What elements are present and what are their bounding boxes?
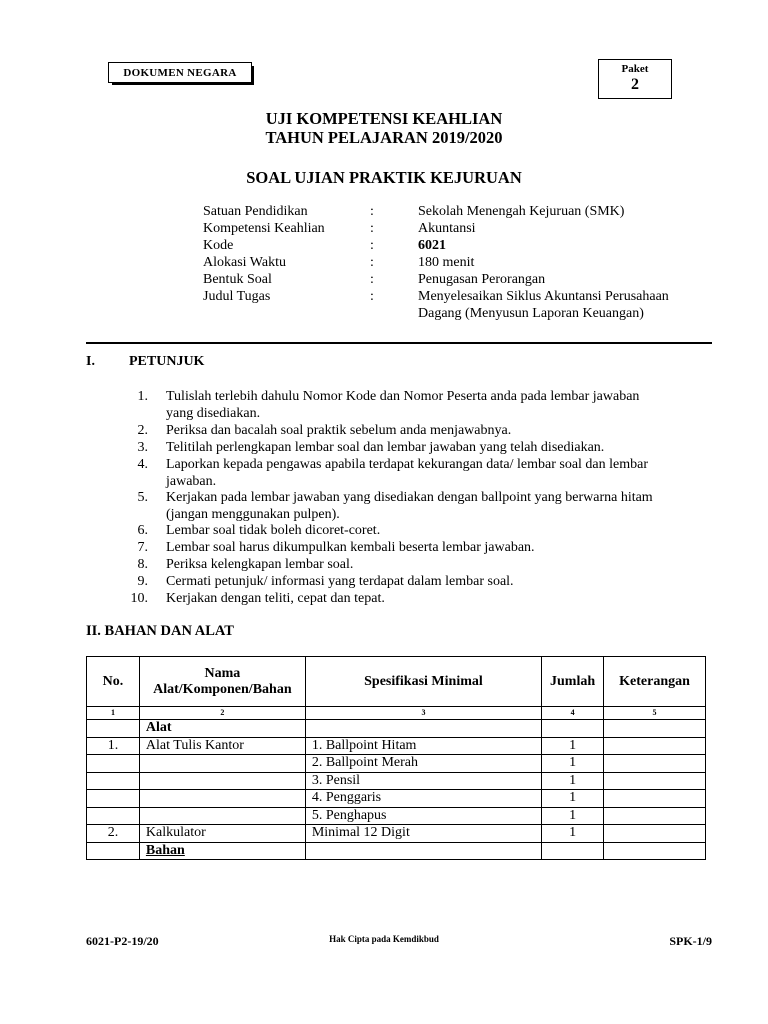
table-header-row <box>87 657 706 707</box>
header-spesifikasi: Spesifikasi Minimal <box>305 657 541 707</box>
title-line-3: SOAL UJIAN PRAKTIK KEJURUAN <box>246 168 522 187</box>
table-row <box>87 842 706 860</box>
cell-keterangan <box>604 825 706 843</box>
list-number: 1. <box>137 389 148 404</box>
list-number: 4. <box>137 457 148 472</box>
list-number: 9. <box>137 574 148 589</box>
header-no: No. <box>87 657 140 707</box>
cell-no <box>87 755 140 773</box>
paket-value: 2 <box>631 76 639 93</box>
header-nama: Nama Alat/Komponen/Bahan <box>139 657 305 707</box>
table-row <box>87 737 706 755</box>
cell-jumlah: 1 <box>542 825 604 843</box>
list-text: Periksa kelengkapan lembar soal. <box>166 557 354 572</box>
header-jumlah: Jumlah <box>542 657 604 707</box>
info-colon: : <box>370 204 374 219</box>
table-row <box>87 790 706 808</box>
list-text: Cermati petunjuk/ informasi yang terdapat dalam lembar soal. <box>166 574 514 589</box>
cell-keterangan <box>604 772 706 790</box>
info-value: Sekolah Menengah Kejuruan (SMK) <box>418 204 625 219</box>
info-value: Penugasan Perorangan <box>418 272 546 287</box>
footer-code: 6021-P2-19/20 <box>86 934 159 948</box>
info-value: 6021 <box>418 238 446 253</box>
index-cell: 1 <box>87 707 140 720</box>
cell-jumlah: 1 <box>542 790 604 808</box>
cell-nama <box>139 807 305 825</box>
list-number: 8. <box>137 557 148 572</box>
list-number: 6. <box>137 523 148 538</box>
header-keterangan: Keterangan <box>604 657 706 707</box>
info-key: Kode <box>203 238 234 253</box>
list-text: Tulislah terlebih dahulu Nomor Kode dan Nomor Peserta anda pada lembar jawaban yang disediakan. <box>166 389 640 421</box>
title-line-2: TAHUN PELAJARAN 2019/2020 <box>265 128 503 147</box>
info-key: Judul Tugas <box>203 289 271 304</box>
info-key: Kompetensi Keahlian <box>203 221 325 236</box>
cell-jumlah: 1 <box>542 807 604 825</box>
cell-nama <box>139 790 305 808</box>
dokumen-negara-label: DOKUMEN NEGARA <box>123 66 237 79</box>
cell-keterangan <box>604 720 706 738</box>
paket-box <box>598 59 672 99</box>
cell-keterangan <box>604 737 706 755</box>
list-text: Lembar soal tidak boleh dicoret-coret. <box>166 523 381 538</box>
list-text: Kerjakan pada lembar jawaban yang disediakan dengan ballpoint yang berwarna hitam (jangan menggunakan pulpen). <box>166 490 653 522</box>
cell-jumlah: 1 <box>542 755 604 773</box>
info-value: 180 menit <box>418 255 475 270</box>
info-key: Bentuk Soal <box>203 272 272 287</box>
index-cell: 2 <box>139 707 305 720</box>
cell-no <box>87 790 140 808</box>
cell-nama: Alat Tulis Kantor <box>139 737 305 755</box>
table-row <box>87 807 706 825</box>
cell-keterangan <box>604 842 706 860</box>
index-cell: 4 <box>542 707 604 720</box>
cell-no <box>87 842 140 860</box>
cell-spesifikasi: 5. Penghapus <box>305 807 541 825</box>
list-text: Lembar soal harus dikumpulkan kembali beserta lembar jawaban. <box>166 540 535 555</box>
info-colon: : <box>370 289 374 304</box>
section-divider <box>86 342 712 344</box>
list-text: Laporkan kepada pengawas apabila terdapat kekurangan data/ lembar soal dan lembar jawaban. <box>166 457 649 489</box>
title-line-1: UJI KOMPETENSI KEAHLIAN <box>265 109 503 128</box>
list-number: 3. <box>137 440 148 455</box>
info-value: Akuntansi <box>418 221 476 236</box>
footer-copyright: Hak Cipta pada Kemdikbud <box>329 934 439 944</box>
cell-jumlah: 1 <box>542 772 604 790</box>
cell-keterangan <box>604 755 706 773</box>
cell-spesifikasi <box>305 842 541 860</box>
cell-keterangan <box>604 807 706 825</box>
cell-no: 1. <box>87 737 140 755</box>
info-colon: : <box>370 238 374 253</box>
cell-jumlah: 1 <box>542 737 604 755</box>
table-row <box>87 755 706 773</box>
cell-spesifikasi: 2. Ballpoint Merah <box>305 755 541 773</box>
cell-spesifikasi: 1. Ballpoint Hitam <box>305 737 541 755</box>
info-colon: : <box>370 255 374 270</box>
cell-jumlah <box>542 842 604 860</box>
list-number: 2. <box>137 423 148 438</box>
table-row <box>87 720 706 738</box>
info-key: Satuan Pendidikan <box>203 204 308 219</box>
table-index-row <box>87 707 706 720</box>
cell-spesifikasi: Minimal 12 Digit <box>305 825 541 843</box>
list-text: Periksa dan bacalah soal praktik sebelum anda menjawabnya. <box>166 423 512 438</box>
cell-jumlah <box>542 720 604 738</box>
info-colon: : <box>370 221 374 236</box>
cell-nama: Bahan <box>139 842 305 860</box>
index-cell: 3 <box>305 707 541 720</box>
cell-no <box>87 720 140 738</box>
cell-nama <box>139 772 305 790</box>
cell-spesifikasi <box>305 720 541 738</box>
table-row <box>87 772 706 790</box>
section-2-title: II. BAHAN DAN ALAT <box>86 623 234 639</box>
section-1-number: I. <box>86 354 95 369</box>
list-text: Telitilah perlengkapan lembar soal dan lembar jawaban yang telah disediakan. <box>166 440 605 455</box>
dokumen-negara-box <box>108 62 252 83</box>
cell-nama: Kalkulator <box>139 825 305 843</box>
cell-no <box>87 807 140 825</box>
list-number: 10. <box>130 591 148 606</box>
cell-no: 2. <box>87 825 140 843</box>
bahan-alat-table <box>86 656 706 860</box>
cell-nama: Alat <box>139 720 305 738</box>
footer-page: SPK-1/9 <box>669 934 712 948</box>
cell-spesifikasi: 4. Penggaris <box>305 790 541 808</box>
index-cell: 5 <box>604 707 706 720</box>
list-number: 5. <box>137 490 148 505</box>
table-row <box>87 825 706 843</box>
info-key: Alokasi Waktu <box>203 255 286 270</box>
info-colon: : <box>370 272 374 287</box>
cell-spesifikasi: 3. Pensil <box>305 772 541 790</box>
list-text: Kerjakan dengan teliti, cepat dan tepat. <box>166 591 385 606</box>
list-number: 7. <box>137 540 148 555</box>
cell-nama <box>139 755 305 773</box>
info-value: Menyelesaikan Siklus Akuntansi Perusahaan Dagang (Menyusun Laporan Keuangan) <box>418 289 669 321</box>
cell-no <box>87 772 140 790</box>
cell-keterangan <box>604 790 706 808</box>
section-1-title: PETUNJUK <box>129 354 205 369</box>
paket-label: Paket <box>621 63 649 75</box>
